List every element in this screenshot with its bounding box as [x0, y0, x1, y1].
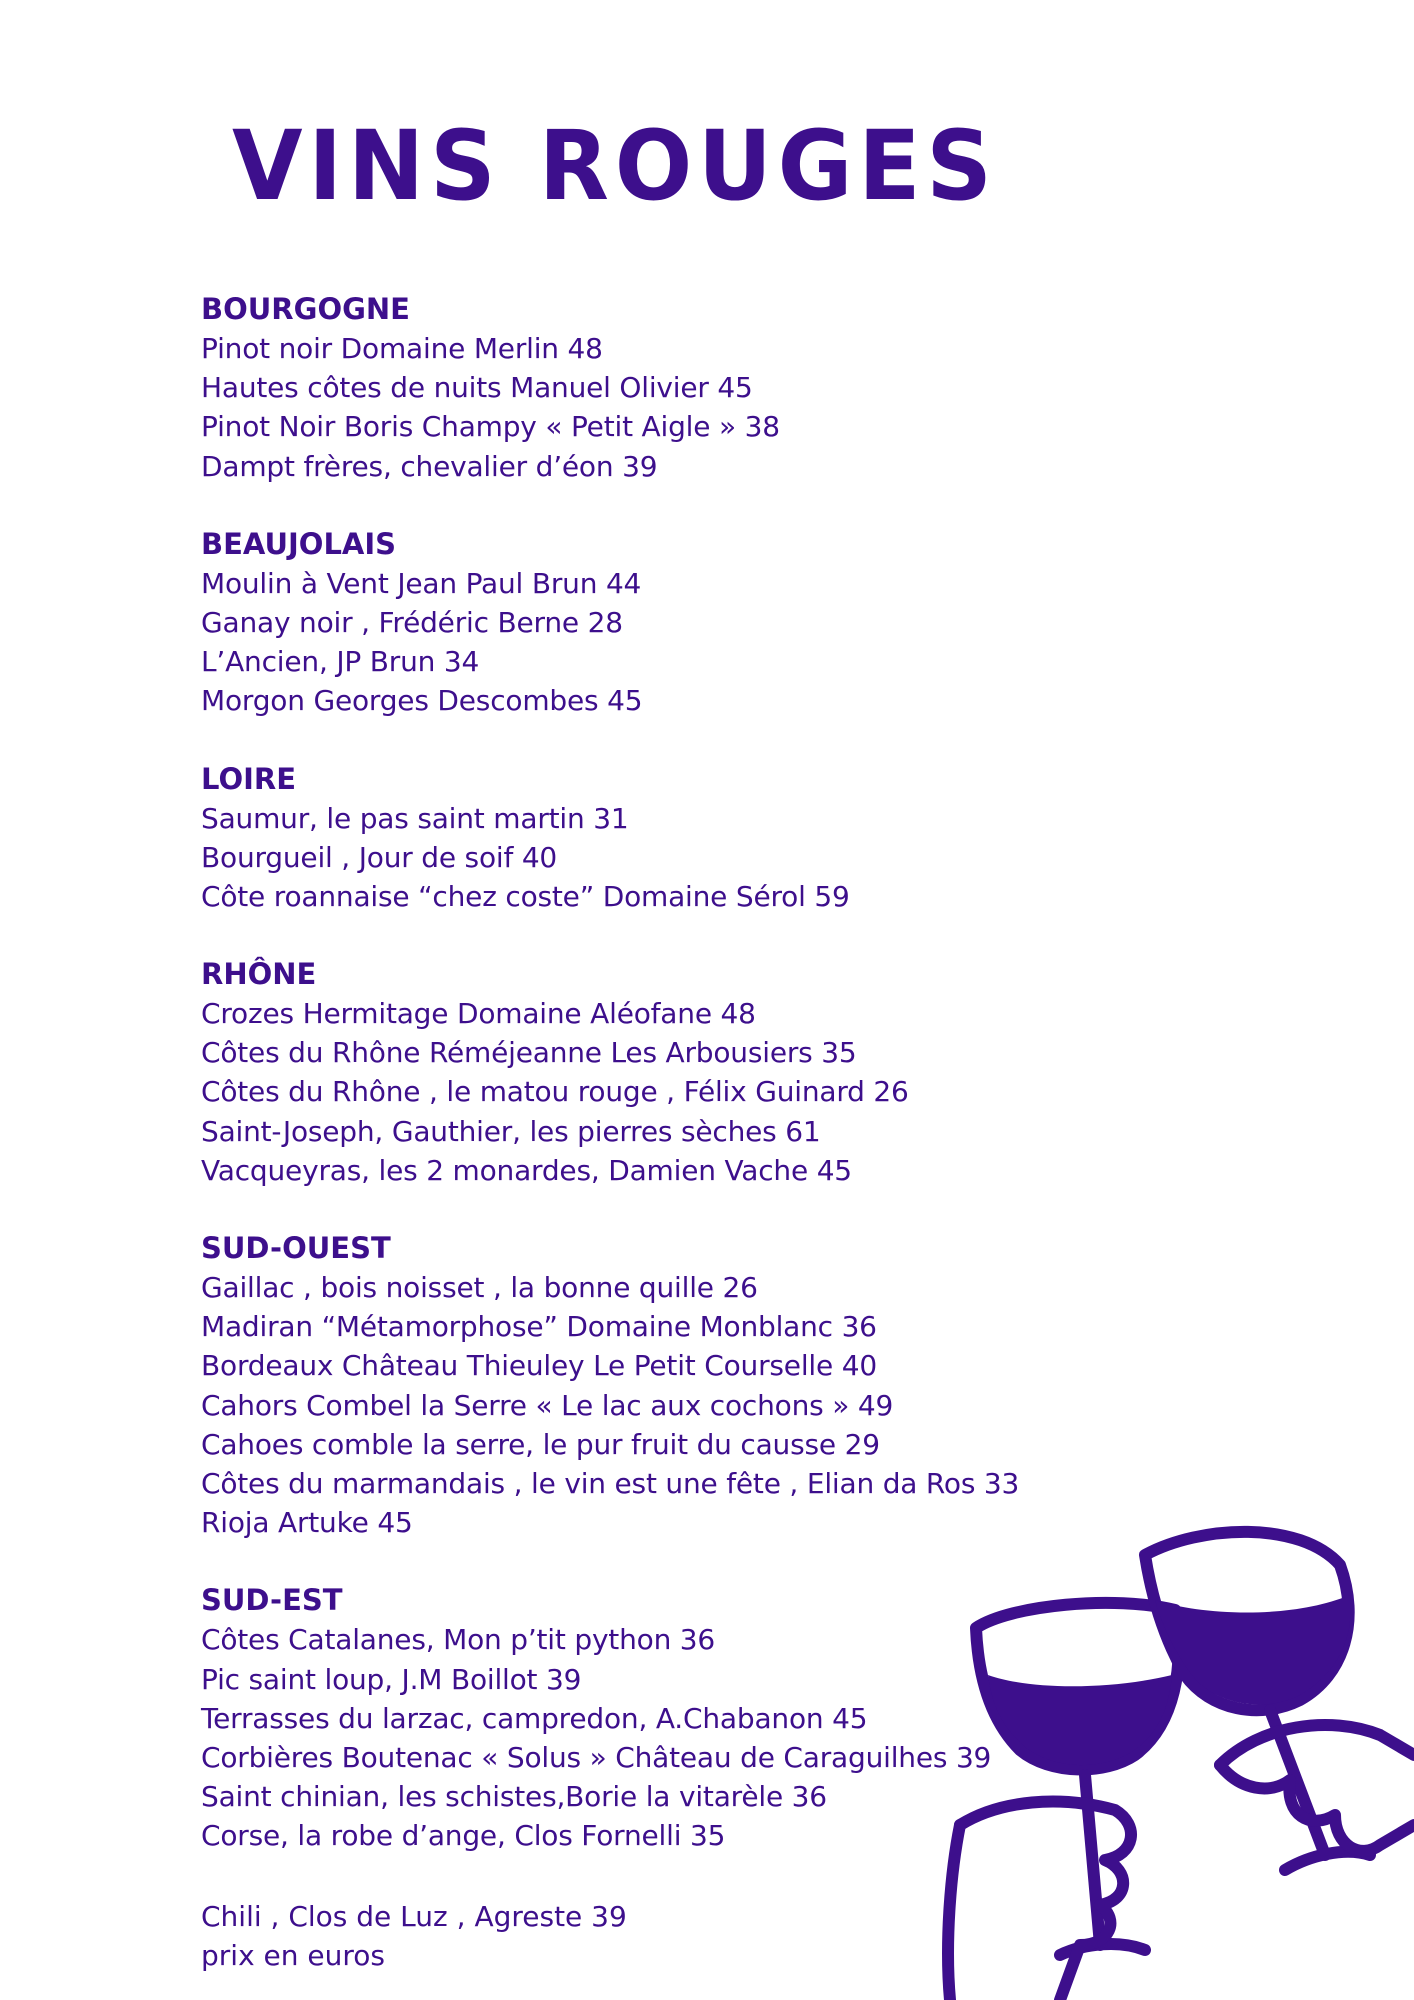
wine-item: Côtes du Rhône Réméjeanne Les Arbousiers 35	[201, 1036, 857, 1070]
wine-item: Côtes du Rhône , le matou rouge , Félix Guinard 26	[201, 1075, 909, 1109]
wine-item: Bourgueil , Jour de soif 40	[201, 840, 558, 874]
section-title: BOURGOGNE	[201, 292, 410, 326]
wine-item: Moulin à Vent Jean Paul Brun 44	[201, 566, 642, 600]
footer	[201, 1897, 627, 1975]
section-title: LOIRE	[201, 761, 297, 796]
wine-item: Corbières Boutenac « Solus » Château de Caraguilhes 39	[201, 1740, 992, 1774]
wine-item: Saint chinian, les schistes,Borie la vitarèle 36	[201, 1780, 827, 1814]
section-title: SUD-EST	[201, 1583, 343, 1618]
toasting-wine-glasses-icon	[940, 1525, 1414, 2000]
wine-item: Morgon Georges Descombes 45	[201, 684, 643, 718]
wine-item: Corse, la robe d’ange, Clos Fornelli 35	[201, 1819, 726, 1853]
price-note: prix en euros	[201, 1939, 385, 1973]
wine-item: Saint-Joseph, Gauthier, les pierres sèches 61	[201, 1114, 821, 1148]
page-title: VINS ROUGES	[232, 110, 998, 222]
wine-section	[201, 1229, 1201, 1542]
wine-item: Côtes Catalanes, Mon p’tit python 36	[201, 1623, 716, 1657]
wine-item: Crozes Hermitage Domaine Aléofane 48	[201, 997, 756, 1031]
wine-section	[201, 525, 1201, 721]
wine-item: Vacqueyras, les 2 monardes, Damien Vache 45	[201, 1153, 852, 1187]
wine-item: Côtes du marmandais , le vin est une fête , Elian da Ros 33	[201, 1466, 1020, 1500]
section-title: RHÔNE	[201, 957, 317, 992]
wine-item: Saumur, le pas saint martin 31	[201, 801, 629, 835]
wine-item: L’Ancien, JP Brun 34	[201, 645, 480, 679]
wine-item: Côte roannaise “chez coste” Domaine Sérol 59	[201, 879, 850, 913]
wine-item: Terrasses du larzac, campredon, A.Chabanon 45	[201, 1701, 868, 1735]
wine-item: Pinot Noir Boris Champy « Petit Aigle » 38	[201, 410, 780, 444]
extra-wine-item: Chili , Clos de Luz , Agreste 39	[201, 1900, 627, 1933]
wine-item: Dampt frères, chevalier d’éon 39	[201, 449, 658, 483]
wine-item: Cahoes comble la serre, le pur fruit du causse 29	[201, 1427, 880, 1461]
wine-section	[201, 290, 1201, 486]
wine-item: Gaillac , bois noisset , la bonne quille 26	[201, 1271, 758, 1304]
wine-section	[201, 955, 1201, 1190]
wine-item: Madiran “Métamorphose” Domaine Monblanc 36	[201, 1310, 877, 1344]
wine-item: Rioja Artuke 45	[201, 1506, 413, 1540]
wine-item: Bordeaux Château Thieuley Le Petit Courselle 40	[201, 1349, 877, 1383]
wine-item: Pinot noir Domaine Merlin 48	[201, 332, 603, 365]
wine-section	[201, 760, 1201, 917]
wine-item: Ganay noir , Frédéric Berne 28	[201, 605, 623, 639]
section-title: BEAUJOLAIS	[201, 526, 397, 561]
wine-item: Cahors Combel la Serre « Le lac aux cochons » 49	[201, 1388, 894, 1422]
wine-item: Pic saint loup, J.M Boillot 39	[201, 1662, 582, 1696]
section-title: SUD-OUEST	[201, 1231, 391, 1265]
wine-item: Hautes côtes de nuits Manuel Olivier 45	[201, 371, 753, 405]
